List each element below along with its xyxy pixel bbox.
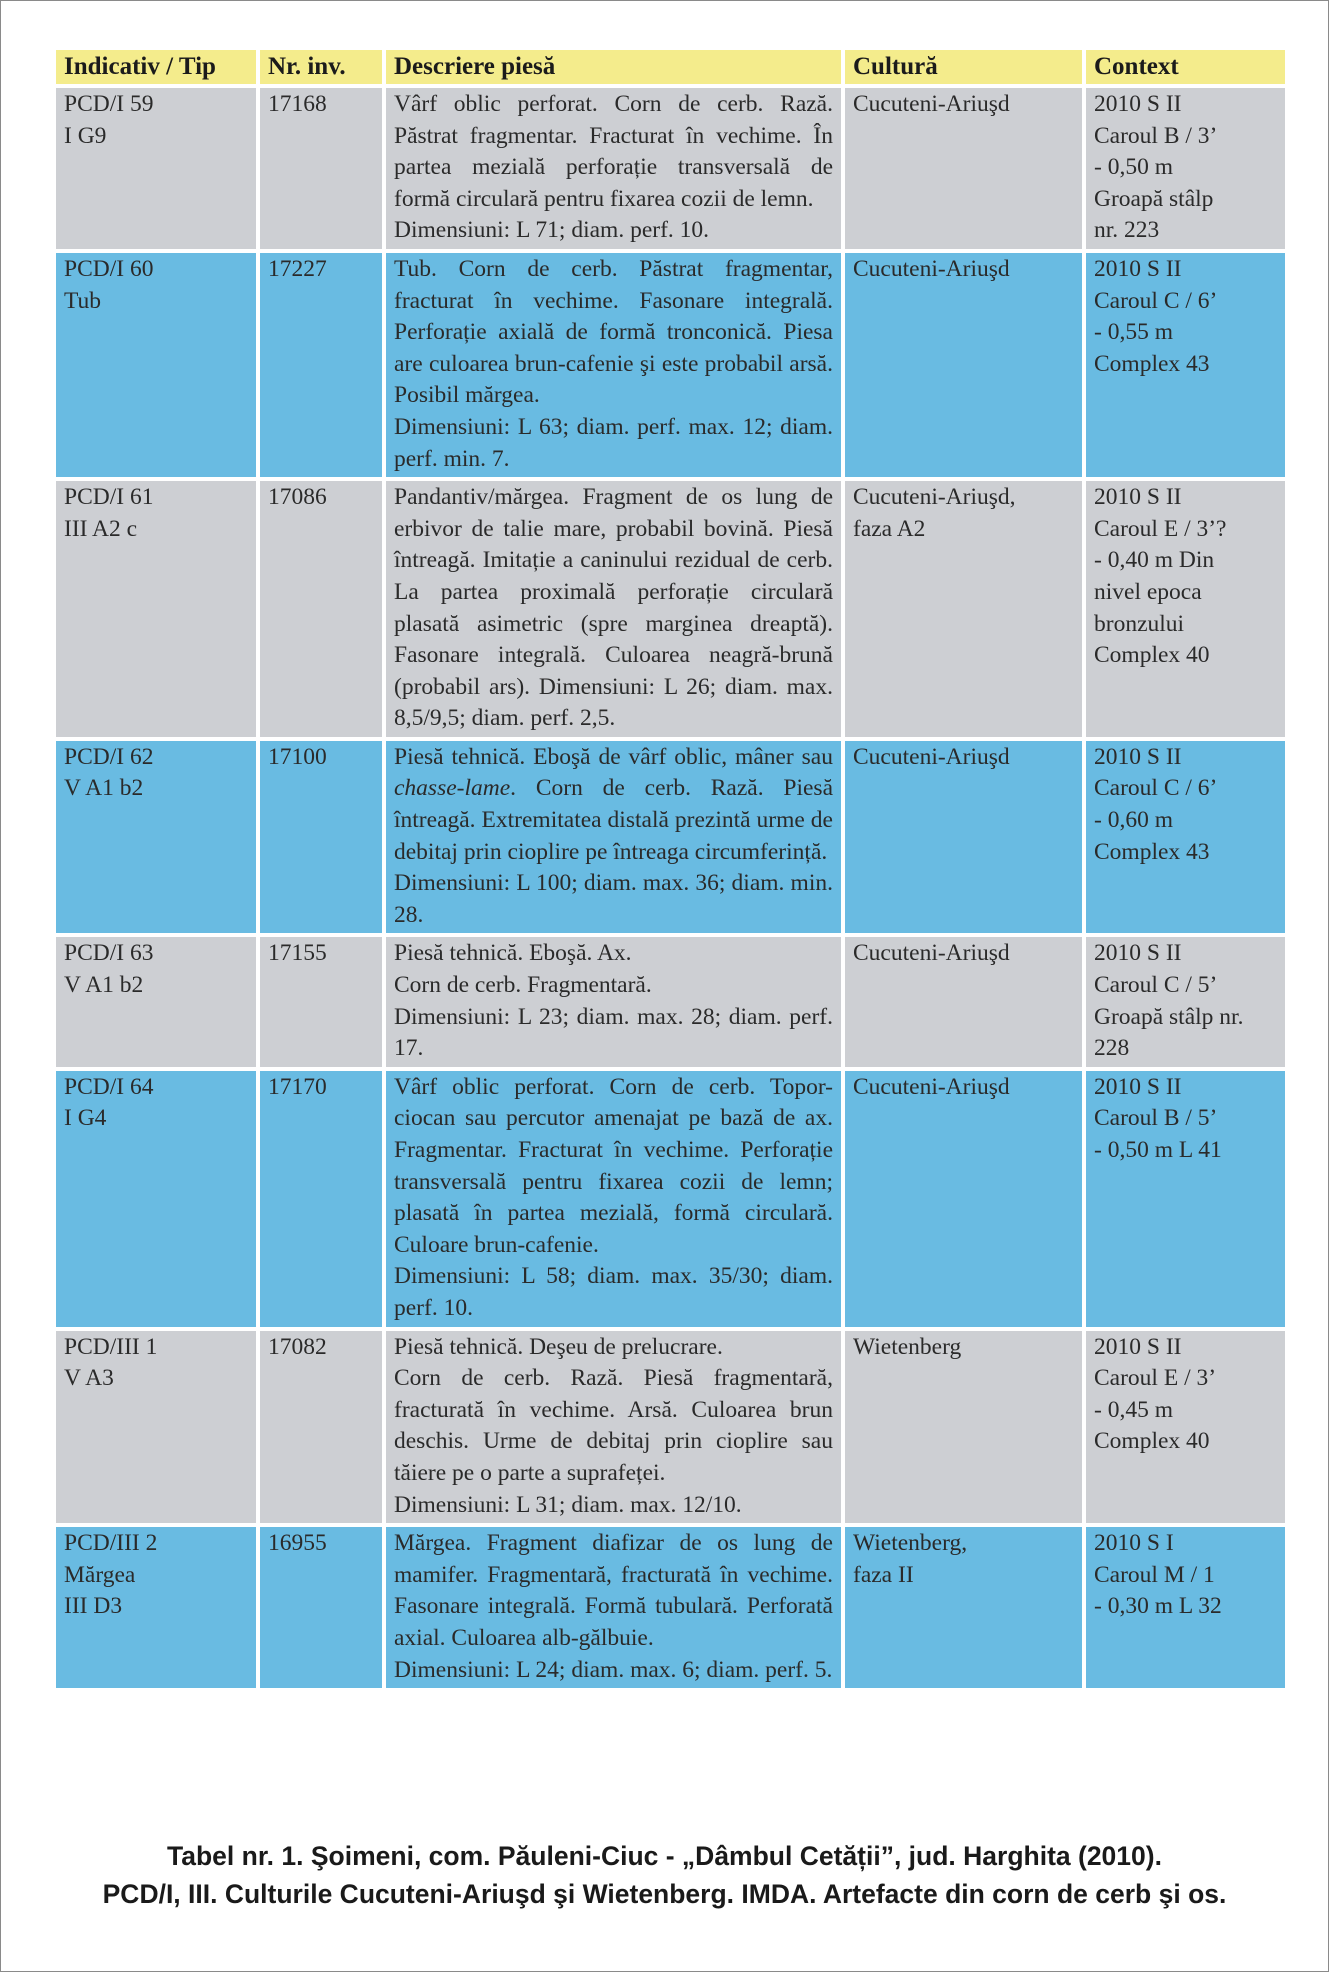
cell-nr-inv: 17170 [260,1071,382,1327]
cell-cultura [845,1527,1082,1688]
dimensions-text: Dimensiuni: L 63; diam. perf. max. 12; diam. perf. min. 7. [394,413,833,472]
context-line: Caroul B / 3’ [1094,122,1218,149]
indicativ-code: PCD/III 2 [64,1530,158,1557]
description-text: Piesă tehnică. Eboşă. Ax. [394,940,632,967]
context-line: - 0,55 m [1094,319,1173,346]
cell-descriere [386,937,841,1066]
indicativ-code: PCD/I 61 [64,484,154,511]
cell-descriere [386,481,841,737]
indicativ-type: III D3 [64,1593,123,1620]
description-italic-term: chasse-lame [394,775,511,802]
context-line: Caroul C / 5’ [1094,972,1218,999]
table-row [56,741,1285,934]
cell-cultura [845,741,1082,934]
cell-context [1086,88,1285,249]
culture-phase: faza II [853,1561,914,1588]
cell-indicativ [56,1331,256,1524]
cell-nr-inv: 17227 [260,253,382,477]
table-header-row [56,50,1285,84]
table-row [56,88,1285,249]
table-row [56,937,1285,1066]
description-text: Corn de cerb. Fragmentară. [394,972,652,999]
indicativ-type: V A1 b2 [64,972,144,999]
table-row [56,1331,1285,1524]
context-line: 2010 S II [1094,1333,1182,1360]
context-line: Complex 40 [1094,642,1210,669]
description-text: Corn de cerb. Rază. Piesă fragmentară, fracturată în vechime. Arsă. Culoarea brun deschis. Urme de debitaj prin cioplire sau tăiere pe o parte a suprafeței. [394,1365,833,1486]
context-line: - 0,50 m [1094,154,1173,181]
indicativ-type: V A3 [64,1365,114,1392]
context-line: nivel epoca [1094,578,1202,605]
cell-descriere [386,88,841,249]
context-line: nr. 223 [1094,217,1160,244]
indicativ-code: PCD/III 1 [64,1333,158,1360]
cell-indicativ [56,1527,256,1688]
context-line: Complex 43 [1094,350,1210,377]
culture-name: Wietenberg [853,1333,962,1360]
indicativ-type: V A1 b2 [64,775,144,802]
cell-context [1086,937,1285,1066]
description-text: Vârf oblic perforat. Corn de cerb. Topor-ciocan sau percutor amenajat pe bază de ax. Fragmentar. Fracturat în vechime. Perforație transversală pentru fixarea cozii de lemn; plasată în partea mezială, formă circulară. Culoare brun-cafenie. [394,1073,833,1258]
culture-name: Cucuteni-Ariuşd [853,255,1010,282]
cell-cultura [845,88,1082,249]
dimensions-text: Dimensiuni: L 31; diam. max. 12/10. [394,1491,742,1518]
description-text: Vârf oblic perforat. Corn de cerb. Rază. Păstrat fragmentar. Fracturat în vechime. În partea mezială perforație transversală de formă circulară pentru fixarea cozii de lemn. [394,91,833,212]
indicativ-type: I G4 [64,1105,107,1132]
cell-indicativ [56,253,256,477]
cell-descriere [386,1527,841,1688]
caption-line-1: Tabel nr. 1. Şoimeni, com. Păuleni-Ciuc - „Dâmbul Cetății”, jud. Harghita (2010). [167,1841,1162,1871]
dimensions-text: Dimensiuni: L 71; diam. perf. 10. [394,217,710,244]
cell-indicativ [56,481,256,737]
cell-nr-inv: 17168 [260,88,382,249]
cell-descriere [386,1331,841,1524]
cell-nr-inv: 17082 [260,1331,382,1524]
cell-nr-inv: 17086 [260,481,382,737]
cell-descriere [386,1071,841,1327]
cell-cultura [845,1071,1082,1327]
table-row [56,1527,1285,1688]
dimensions-text: Dimensiuni: L 23; diam. max. 28; diam. perf. 17. [394,1003,833,1062]
context-line: Caroul M / 1 [1094,1561,1215,1588]
culture-name: Cucuteni-Ariuşd [853,940,1010,967]
cell-context [1086,1071,1285,1327]
context-line: Groapă stâlp [1094,185,1214,212]
cell-cultura [845,937,1082,1066]
header-indicativ: Indicativ / Tip [56,50,256,84]
dimensions-text: Dimensiuni: L 24; diam. max. 6; diam. perf. 5. [394,1656,833,1683]
header-nr-inv: Nr. inv. [260,50,382,84]
caption-line-2: PCD/I, III. Culturile Cucuteni-Ariuşd şi Wietenberg. IMDA. Artefacte din corn de cerb şi os. [102,1879,1227,1909]
description-text: Tub. Corn de cerb. Păstrat fragmentar, fracturat în vechime. Fasonare integrală. Perforație axială de formă tronconică. Piesa are culoarea brun-cafenie şi este probabil arsă. Posibil mărgea. [394,255,833,409]
header-context: Context [1086,50,1285,84]
culture-name: Cucuteni-Ariuşd [853,743,1010,770]
dimensions-text: Dimensiuni: L 58; diam. max. 35/30; diam. perf. 10. [394,1263,833,1321]
context-line: Caroul E / 3’ [1094,1365,1217,1392]
context-line: Complex 40 [1094,1428,1210,1455]
indicativ-code: PCD/I 59 [64,91,154,117]
indicativ-type: III A2 c [64,515,138,542]
cell-context [1086,481,1285,737]
context-line: 2010 S II [1094,484,1182,511]
cell-indicativ [56,88,256,249]
indicativ-type: Mărgea [64,1561,136,1588]
cell-context [1086,741,1285,934]
header-cultura: Cultură [845,50,1082,84]
cell-context [1086,1527,1285,1688]
context-line: 2010 S II [1094,91,1182,117]
indicativ-type: Tub [64,287,102,314]
cell-nr-inv: 16955 [260,1527,382,1688]
context-line: Caroul C / 6’ [1094,287,1218,314]
description-part: Piesă tehnică. Eboşă de vârf oblic, mâner sau [394,743,833,770]
indicativ-code: PCD/I 62 [64,743,154,770]
dimensions-text: Dimensiuni: L 100; diam. max. 36; diam. min. 28. [394,870,833,928]
cell-context [1086,253,1285,477]
indicativ-code: PCD/I 60 [64,255,154,282]
cell-cultura [845,481,1082,737]
context-line: Caroul C / 6’ [1094,775,1218,802]
indicativ-code: PCD/I 64 [64,1073,154,1100]
header-descriere: Descriere piesă [386,50,841,84]
context-line: Groapă stâlp nr. [1094,1003,1244,1030]
context-line: 2010 S II [1094,940,1182,967]
context-line: bronzului [1094,610,1185,637]
cell-cultura [845,253,1082,477]
cell-descriere [386,741,841,934]
context-line: - 0,60 m [1094,807,1173,834]
table-row [56,1071,1285,1327]
context-line: Complex 43 [1094,838,1210,865]
description-text: Pandantiv/mărgea. Fragment de os lung de erbivor de talie mare, probabil bovină. Piesă întreagă. Imitație a caninului rezidual de cerb. La partea proximală perforație circulară plasată asimetric (spre marginea dreaptă). Fasonare integrală. Culoarea neagră-brună (probabil ars). Dimensiuni: L 26; diam. max. 8,5/9,5; diam. perf. 2,5. [394,484,833,732]
description-part: . Corn de cerb. Rază. Piesă întreagă. Extremitatea distală prezintă urme de debitaj prin cioplire pe întreaga circumferință. [394,775,833,865]
table-row [56,481,1285,737]
cell-indicativ [56,937,256,1066]
description-text: Mărgea. Fragment diafizar de os lung de mamifer. Fragmentară, fracturată în vechime. Fasonare integrală. Formă tubulară. Perforată axial. Culoarea alb-gălbuie. [394,1530,833,1651]
description-text: Piesă tehnică. Deşeu de prelucrare. [394,1333,723,1360]
culture-name: Cucuteni-Ariuşd, [853,484,1016,511]
culture-name: Wietenberg, [853,1530,968,1557]
table-row [56,253,1285,477]
context-line: Caroul E / 3’? [1094,515,1227,542]
context-line: 2010 S II [1094,743,1182,770]
context-line: 228 [1094,1035,1130,1062]
context-line: - 0,40 m Din [1094,547,1215,574]
cell-nr-inv: 17100 [260,741,382,934]
cell-cultura [845,1331,1082,1524]
artifacts-table [52,46,1289,1692]
indicativ-code: PCD/I 63 [64,940,154,967]
context-line: 2010 S I [1094,1530,1174,1557]
cell-indicativ [56,1071,256,1327]
context-line: - 0,50 m L 41 [1094,1137,1222,1163]
cell-descriere [386,253,841,477]
description-text [394,742,833,868]
table-caption [1,1837,1328,1913]
context-line: - 0,30 m L 32 [1094,1593,1222,1620]
context-line: 2010 S II [1094,255,1182,282]
context-line: 2010 S II [1094,1073,1182,1100]
culture-name: Cucuteni-Ariuşd [853,1073,1010,1100]
cell-context [1086,1331,1285,1524]
cell-indicativ [56,741,256,934]
context-line: - 0,45 m [1094,1396,1173,1423]
culture-name: Cucuteni-Ariuşd [853,91,1010,117]
cell-nr-inv: 17155 [260,937,382,1066]
context-line: Caroul B / 5’ [1094,1105,1218,1132]
indicativ-type: I G9 [64,122,107,149]
culture-phase: faza A2 [853,515,926,542]
